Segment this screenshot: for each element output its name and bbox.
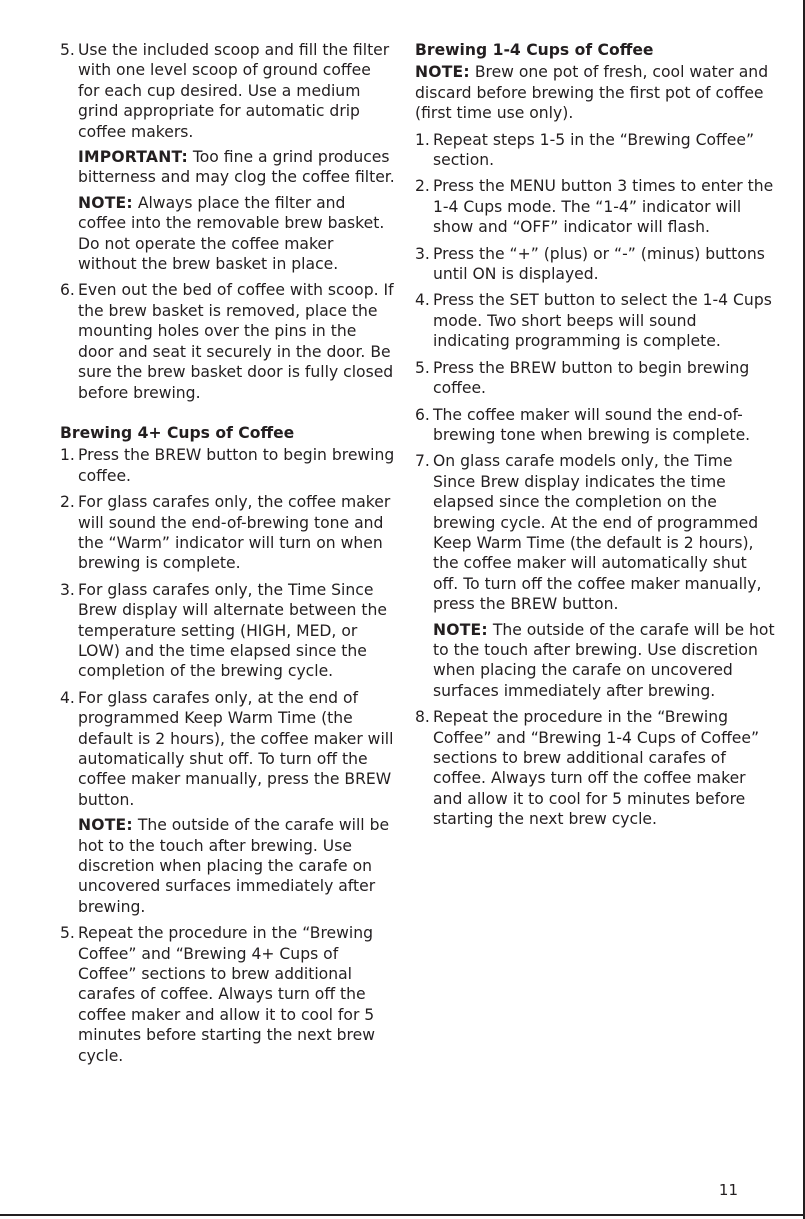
left-column: [60, 40, 395, 1072]
step-text: Press the “+” (plus) or “-” (minus) buttons until ON is displayed.: [433, 244, 765, 284]
step-text: Repeat the procedure in the “Brewing Coffee” and “Brewing 1-4 Cups of Coffee” sections to brew additional carafes of coffee. Always turn off the coffee maker and allow it to cool for 5 minutes before starting the next brew cycle.: [433, 708, 760, 829]
step-text: For glass carafes only, the Time Since Brew display will alternate between the temperature setting (HIGH, MED, or LOW) and the time elapsed since the completion of the brewing cycle.: [78, 580, 387, 681]
step-number: 8.: [415, 708, 430, 727]
right-column: [415, 40, 775, 836]
intro-note: [415, 62, 775, 123]
list-item: [415, 244, 775, 285]
step-text: Use the included scoop and fill the filter with one level scoop of ground coffee for each cup desired. Use a medium grind appropriate for automatic drip coffee makers.: [78, 41, 390, 141]
note-text: Always place the filter and coffee into the removable brew basket. Do not operate the coffee maker without the brew basket in place.: [78, 193, 385, 274]
list-item: [60, 280, 395, 402]
step-number: 2.: [415, 177, 430, 196]
step-number: 6.: [60, 281, 75, 300]
step-text: On glass carafe models only, the Time Since Brew display indicates the time elapsed since the completion on the brewing cycle. At the end of programmed Keep Warm Time (the default is 2 hours), the coffee maker will automatically shut off. To turn off the coffee maker manually, press the BREW button.: [433, 452, 762, 614]
list-item: [415, 707, 775, 829]
step-list-4plus: [60, 445, 395, 1066]
list-item: [415, 405, 775, 446]
step-number: 3.: [60, 580, 75, 599]
step-text: Repeat steps 1-5 in the “Brewing Coffee” section.: [433, 130, 755, 170]
step-number: 7.: [415, 452, 430, 471]
note-label: NOTE:: [415, 63, 470, 82]
note-label: NOTE:: [78, 816, 133, 835]
note-text: Brew one pot of fresh, cool water and discard before brewing the first pot of coffee (first time use only).: [415, 63, 769, 123]
list-item: [60, 40, 395, 274]
step-text: For glass carafes only, at the end of programmed Keep Warm Time (the default is 2 hours), the coffee maker will automatically shut off. To turn off the coffee maker manually, press the BREW button.: [78, 688, 394, 809]
list-item: [415, 358, 775, 399]
step-text: Press the BREW button to begin brewing coffee.: [433, 358, 750, 398]
step-list-1to4: [415, 130, 775, 830]
step-number: 1.: [415, 130, 430, 149]
note-text: The outside of the carafe will be hot to the touch after brewing. Use discretion when placing the carafe on uncovered surfaces immediately after brewing.: [78, 816, 390, 916]
step-text: For glass carafes only, the coffee maker will sound the end-of-brewing tone and the “Warm” indicator will turn on when brewing is complete.: [78, 493, 391, 573]
note-label: NOTE:: [433, 620, 488, 639]
note: [433, 620, 775, 702]
list-item: [415, 176, 775, 237]
step-number: 4.: [415, 291, 430, 310]
step-number: 5.: [60, 41, 75, 59]
step-text: Press the BREW button to begin brewing coffee.: [78, 446, 395, 485]
important-text: Too fine a grind produces bitterness and may clog the coffee filter.: [78, 148, 395, 187]
section-heading: Brewing 4+ Cups of Coffee: [60, 423, 295, 442]
step-number: 5.: [60, 924, 75, 943]
list-item: [60, 923, 395, 1066]
important-note: [78, 147, 395, 188]
step-text: The coffee maker will sound the end-of-brewing tone when brewing is complete.: [433, 405, 751, 444]
list-item: [60, 688, 395, 917]
step-text: Even out the bed of coffee with scoop. If the brew basket is removed, place the mounting holes over the pins in the door and seat it securely in the door. Be sure the brew basket door is fully closed before brewing.: [78, 281, 394, 402]
bottom-rule: [0, 1214, 805, 1216]
step-number: 4.: [60, 688, 75, 707]
list-item: [60, 492, 395, 574]
note-text: The outside of the carafe will be hot to the touch after brewing. Use discretion when placing the carafe on uncovered surfaces immediately after brewing.: [433, 620, 775, 700]
note: [78, 193, 395, 275]
step-text: Repeat the procedure in the “Brewing Coffee” and “Brewing 4+ Cups of Coffee” sections to brew additional carafes of coffee. Always turn off the coffee maker and allow it to cool for 5 minutes before starting the next brew cycle.: [78, 924, 375, 1065]
step-text: Press the SET button to select the 1-4 Cups mode. Two short beeps will sound indicating programming is complete.: [433, 291, 772, 351]
step-number: 3.: [415, 244, 430, 263]
important-label: IMPORTANT:: [78, 148, 188, 167]
section-heading: Brewing 1-4 Cups of Coffee: [415, 41, 654, 59]
step-text: Press the MENU button 3 times to enter the 1-4 Cups mode. The “1-4” indicator will show and “OFF” indicator will flash.: [433, 177, 774, 237]
list-item: [415, 451, 775, 701]
list-item: [60, 580, 395, 682]
step-list-continued: [60, 40, 395, 403]
list-item: [415, 130, 775, 171]
step-number: 5.: [415, 358, 430, 377]
list-item: [60, 445, 395, 486]
list-item: [415, 290, 775, 351]
step-number: 1.: [60, 446, 75, 465]
step-number: 2.: [60, 493, 75, 512]
note: [78, 815, 395, 917]
step-number: 6.: [415, 405, 430, 424]
note-label: NOTE:: [78, 193, 133, 212]
page-number: 11: [718, 1181, 738, 1199]
